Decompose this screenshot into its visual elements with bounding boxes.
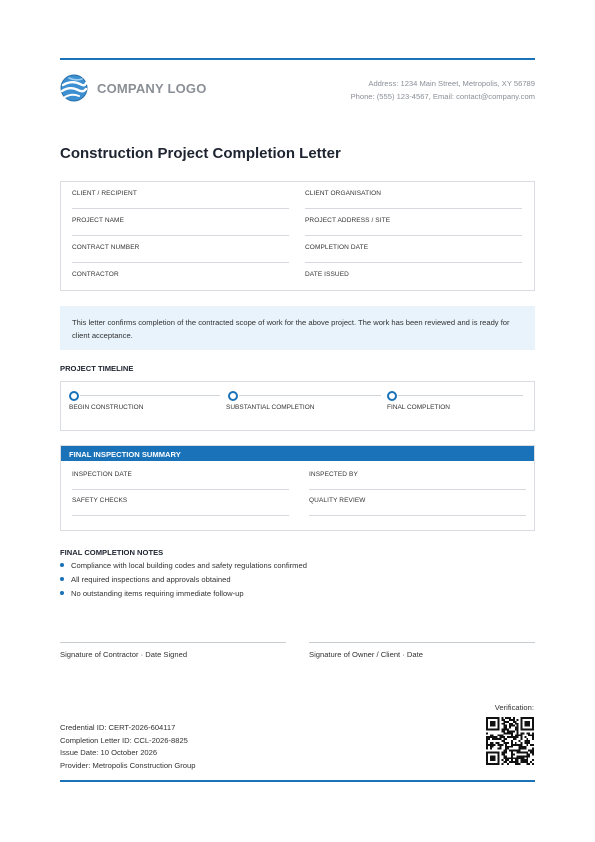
completion-notes-list [60, 561, 307, 603]
credential-id: Credential ID: CERT-2026-604117 [60, 723, 176, 732]
project-timeline [60, 381, 535, 431]
logo-globe-icon [60, 74, 88, 102]
client-organisation-label: CLIENT ORGANISATION [305, 190, 382, 197]
bullet-icon [60, 563, 64, 567]
owner-signature-line [309, 642, 535, 643]
contract-number-label: CONTRACT NUMBER [72, 244, 140, 251]
timeline-connector [398, 395, 523, 396]
timeline-step-substantial: SUBSTANTIAL COMPLETION [226, 404, 315, 411]
timeline-heading: PROJECT TIMELINE [60, 364, 134, 373]
bottom-rule [60, 780, 535, 782]
inspection-summary-box [60, 445, 535, 531]
credential-details [60, 722, 195, 772]
completion-letter-id: Completion Letter ID: CCL-2026-8825 [60, 735, 188, 745]
safety-checks-line [72, 515, 289, 516]
contract-number-line [72, 262, 289, 263]
top-rule [60, 58, 535, 60]
issue-date: Issue Date: 10 October 2026 [60, 748, 158, 757]
list-item [60, 575, 307, 589]
list-item [60, 589, 307, 603]
verification-label: Verification: [494, 703, 534, 712]
document-title: Construction Project Completion Letter [60, 145, 341, 162]
company-contact [351, 78, 535, 103]
inspection-date-label: INSPECTION DATE [72, 471, 132, 478]
inspection-date-line [72, 489, 289, 490]
date-issued-label: DATE ISSUED [305, 271, 349, 278]
timeline-step-marker-begin [69, 391, 79, 401]
completion-notes-heading: FINAL COMPLETION NOTES [60, 548, 164, 557]
timeline-connector [239, 395, 381, 396]
note-text: No outstanding items requiring immediate follow-up [71, 589, 244, 598]
verification-qr-code[interactable] [486, 717, 534, 765]
inspection-summary-title: FINAL INSPECTION SUMMARY [69, 450, 181, 459]
project-info-box [60, 181, 535, 291]
completion-notice [60, 306, 535, 350]
timeline-step-marker-substantial [228, 391, 238, 401]
project-name-label: PROJECT NAME [72, 217, 125, 224]
contractor-label: CONTRACTOR [72, 271, 119, 278]
safety-checks-label: SAFETY CHECKS [72, 497, 128, 504]
timeline-connector [80, 395, 220, 396]
owner-signature-label: Signature of Owner / Client · Date [309, 650, 423, 659]
bullet-icon [60, 577, 64, 581]
provider: Provider: Metropolis Construction Group [60, 760, 196, 770]
client-organisation-line [305, 208, 522, 209]
contractor-signature-line [60, 642, 286, 643]
quality-review-line [309, 515, 526, 516]
note-text: All required inspections and approvals obtained [71, 575, 231, 584]
logo-text: COMPANY LOGO [97, 80, 207, 96]
inspected-by-line [309, 489, 526, 490]
contractor-signature-label: Signature of Contractor · Date Signed [60, 650, 188, 659]
inspection-summary-header [61, 446, 534, 461]
quality-review-label: QUALITY REVIEW [309, 497, 366, 504]
timeline-step-marker-final [387, 391, 397, 401]
project-address-label: PROJECT ADDRESS / SITE [305, 217, 391, 224]
company-address: Address: 1234 Main Street, Metropolis, XY 56789 [368, 79, 535, 88]
note-text: Compliance with local building codes and safety regulations confirmed [71, 561, 307, 570]
timeline-step-begin: BEGIN CONSTRUCTION [69, 404, 144, 411]
list-item [60, 561, 307, 575]
project-name-line [72, 235, 289, 236]
completion-notice-text: This letter confirms completion of the contracted scope of work for the above project. The work has been reviewed and is ready for client acceptance. [72, 318, 510, 340]
bullet-icon [60, 591, 64, 595]
client-recipient-label: CLIENT / RECIPIENT [72, 190, 137, 197]
completion-date-line [305, 262, 522, 263]
inspected-by-label: INSPECTED BY [309, 471, 358, 478]
company-phone-email: Phone: (555) 123-4567, Email: contact@company.com [350, 91, 535, 101]
completion-date-label: COMPLETION DATE [305, 244, 369, 251]
project-address-line [305, 235, 522, 236]
timeline-step-final: FINAL COMPLETION [387, 404, 450, 411]
company-logo [60, 74, 207, 102]
client-recipient-line [72, 208, 289, 209]
